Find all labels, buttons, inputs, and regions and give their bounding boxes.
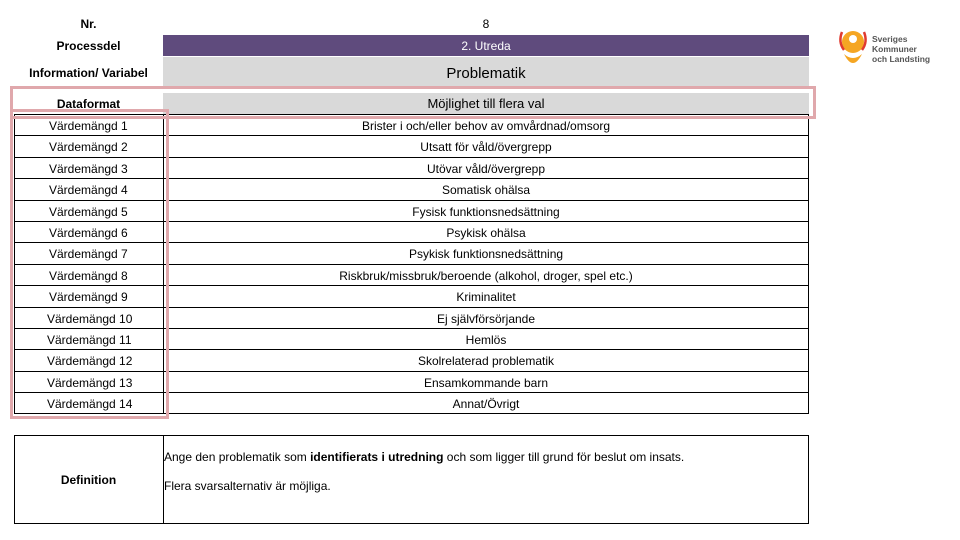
definition-text-part: Ange den problematik som xyxy=(164,450,311,464)
nr-value: 8 xyxy=(482,17,490,31)
table-row-label: Värdemängd 9 xyxy=(49,289,128,304)
table-row-label: Värdemängd 10 xyxy=(47,311,133,326)
variable-label: Information/ Variabel xyxy=(29,66,148,80)
table-row-value: Utövar våld/övergrepp xyxy=(426,161,546,176)
processdel-label: Processdel xyxy=(56,38,121,53)
definition-note: Flera svarsalternativ är möjliga. xyxy=(164,479,331,493)
definition-text-bold: identifierats i utredning xyxy=(310,450,444,464)
definition-text-part: och som ligger till grund för beslut om insats. xyxy=(443,450,685,464)
table-row-label: Värdemängd 13 xyxy=(47,375,133,390)
dataformat-value: Möjlighet till flera val xyxy=(163,93,809,114)
table-row-label: Värdemängd 11 xyxy=(47,332,132,347)
table-row-label: Värdemängd 14 xyxy=(47,396,133,411)
labels-highlight xyxy=(10,109,169,419)
table-row-label: Värdemängd 8 xyxy=(49,268,128,283)
table-row-value: Brister i och/eller behov av omvårdnad/omsorg xyxy=(361,118,611,133)
table-row-value: Ej självförsörjande xyxy=(436,311,536,326)
table-row-label: Värdemängd 6 xyxy=(49,225,128,240)
table-row-label: Värdemängd 2 xyxy=(49,139,128,154)
logo-line: och Landsting xyxy=(872,54,931,64)
dataformat-label: Dataformat xyxy=(56,96,121,111)
table-row-label: Värdemängd 5 xyxy=(49,204,128,219)
variable-value: Problematik xyxy=(163,57,809,89)
skl-logo-icon xyxy=(836,28,872,70)
skl-logo-text xyxy=(872,34,952,64)
table-row-value: Ensamkommande barn xyxy=(423,375,549,390)
table-row-value: Hemlös xyxy=(465,332,507,347)
table-row-value: Kriminalitet xyxy=(456,289,516,304)
table-row-value: Utsatt för våld/övergrepp xyxy=(420,139,552,154)
table-row-value: Riskbruk/missbruk/beroende (alkohol, droger, spel etc.) xyxy=(339,268,633,283)
processdel-value: 2. Utreda xyxy=(163,35,809,56)
table-row-label: Värdemängd 7 xyxy=(49,246,128,261)
table-row-value: Annat/Övrigt xyxy=(452,396,520,411)
table-row-label: Värdemängd 3 xyxy=(49,161,128,176)
definition-text xyxy=(164,450,804,466)
logo-line: Sveriges xyxy=(872,34,908,44)
table-row-value: Somatisk ohälsa xyxy=(441,182,531,197)
definition-label: Definition xyxy=(60,473,117,487)
table-row-value: Skolrelaterad problematik xyxy=(417,353,555,368)
nr-label: Nr. xyxy=(80,17,97,31)
table-row-value: Fysisk funktionsnedsättning xyxy=(412,204,560,219)
table-row-value: Psykisk funktionsnedsättning xyxy=(408,246,564,261)
table-row-label: Värdemängd 1 xyxy=(49,118,128,133)
logo-line: Kommuner xyxy=(872,44,917,54)
table-row-label: Värdemängd 4 xyxy=(49,182,128,197)
table-row-label: Värdemängd 12 xyxy=(47,353,133,368)
table-row-value: Psykisk ohälsa xyxy=(446,225,526,240)
